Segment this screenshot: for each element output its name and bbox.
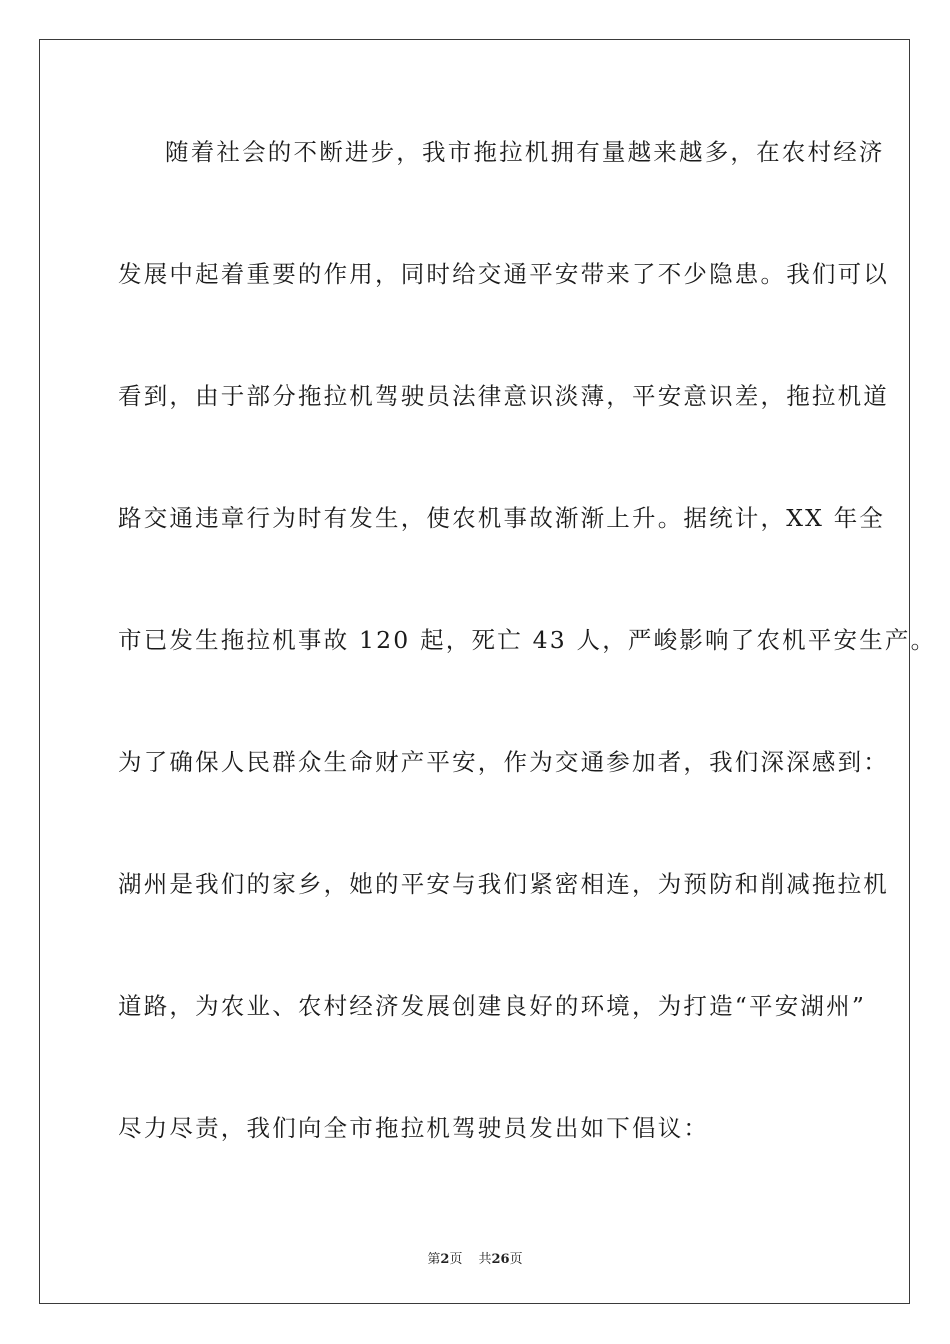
- paragraph-line-4: 路交通违章行为时有发生，使农机事故渐渐上升。据统计，XX 年全: [118, 504, 886, 532]
- page-suffix: 页: [449, 1252, 463, 1267]
- total-prefix: 共: [478, 1252, 492, 1267]
- paragraph-line-3: 看到，由于部分拖拉机驾驶员法律意识淡薄，平安意识差，拖拉机道: [118, 382, 889, 410]
- paragraph-line-7: 湖州是我们的家乡，她的平安与我们紧密相连，为预防和削减拖拉机: [118, 870, 889, 898]
- paragraph-line-6: 为了确保人民群众生命财产平安，作为交通参加者，我们深深感到：: [118, 748, 889, 776]
- page-footer: [0, 1248, 950, 1267]
- paragraph-line-8: 道路，为农业、农村经济发展创建良好的环境，为打造“平安湖州”: [118, 992, 867, 1020]
- paragraph-line-5: 市已发生拖拉机事故 120 起，死亡 43 人，严峻影响了农机平安生产。: [118, 626, 937, 654]
- paragraph-line-1: 随着社会的不断进步，我市拖拉机拥有量越来越多，在农村经济: [165, 138, 885, 166]
- total-suffix: 页: [509, 1252, 523, 1267]
- total-pages: 26: [491, 1252, 510, 1267]
- paragraph-line-9: 尽力尽责，我们向全市拖拉机驾驶员发出如下倡议：: [118, 1114, 710, 1142]
- paragraph-line-2: 发展中起着重要的作用，同时给交通平安带来了不少隐患。我们可以: [118, 260, 889, 288]
- page-number: 2: [440, 1252, 450, 1267]
- page-prefix: 第: [427, 1252, 441, 1267]
- body-paragraph: [118, 127, 937, 1225]
